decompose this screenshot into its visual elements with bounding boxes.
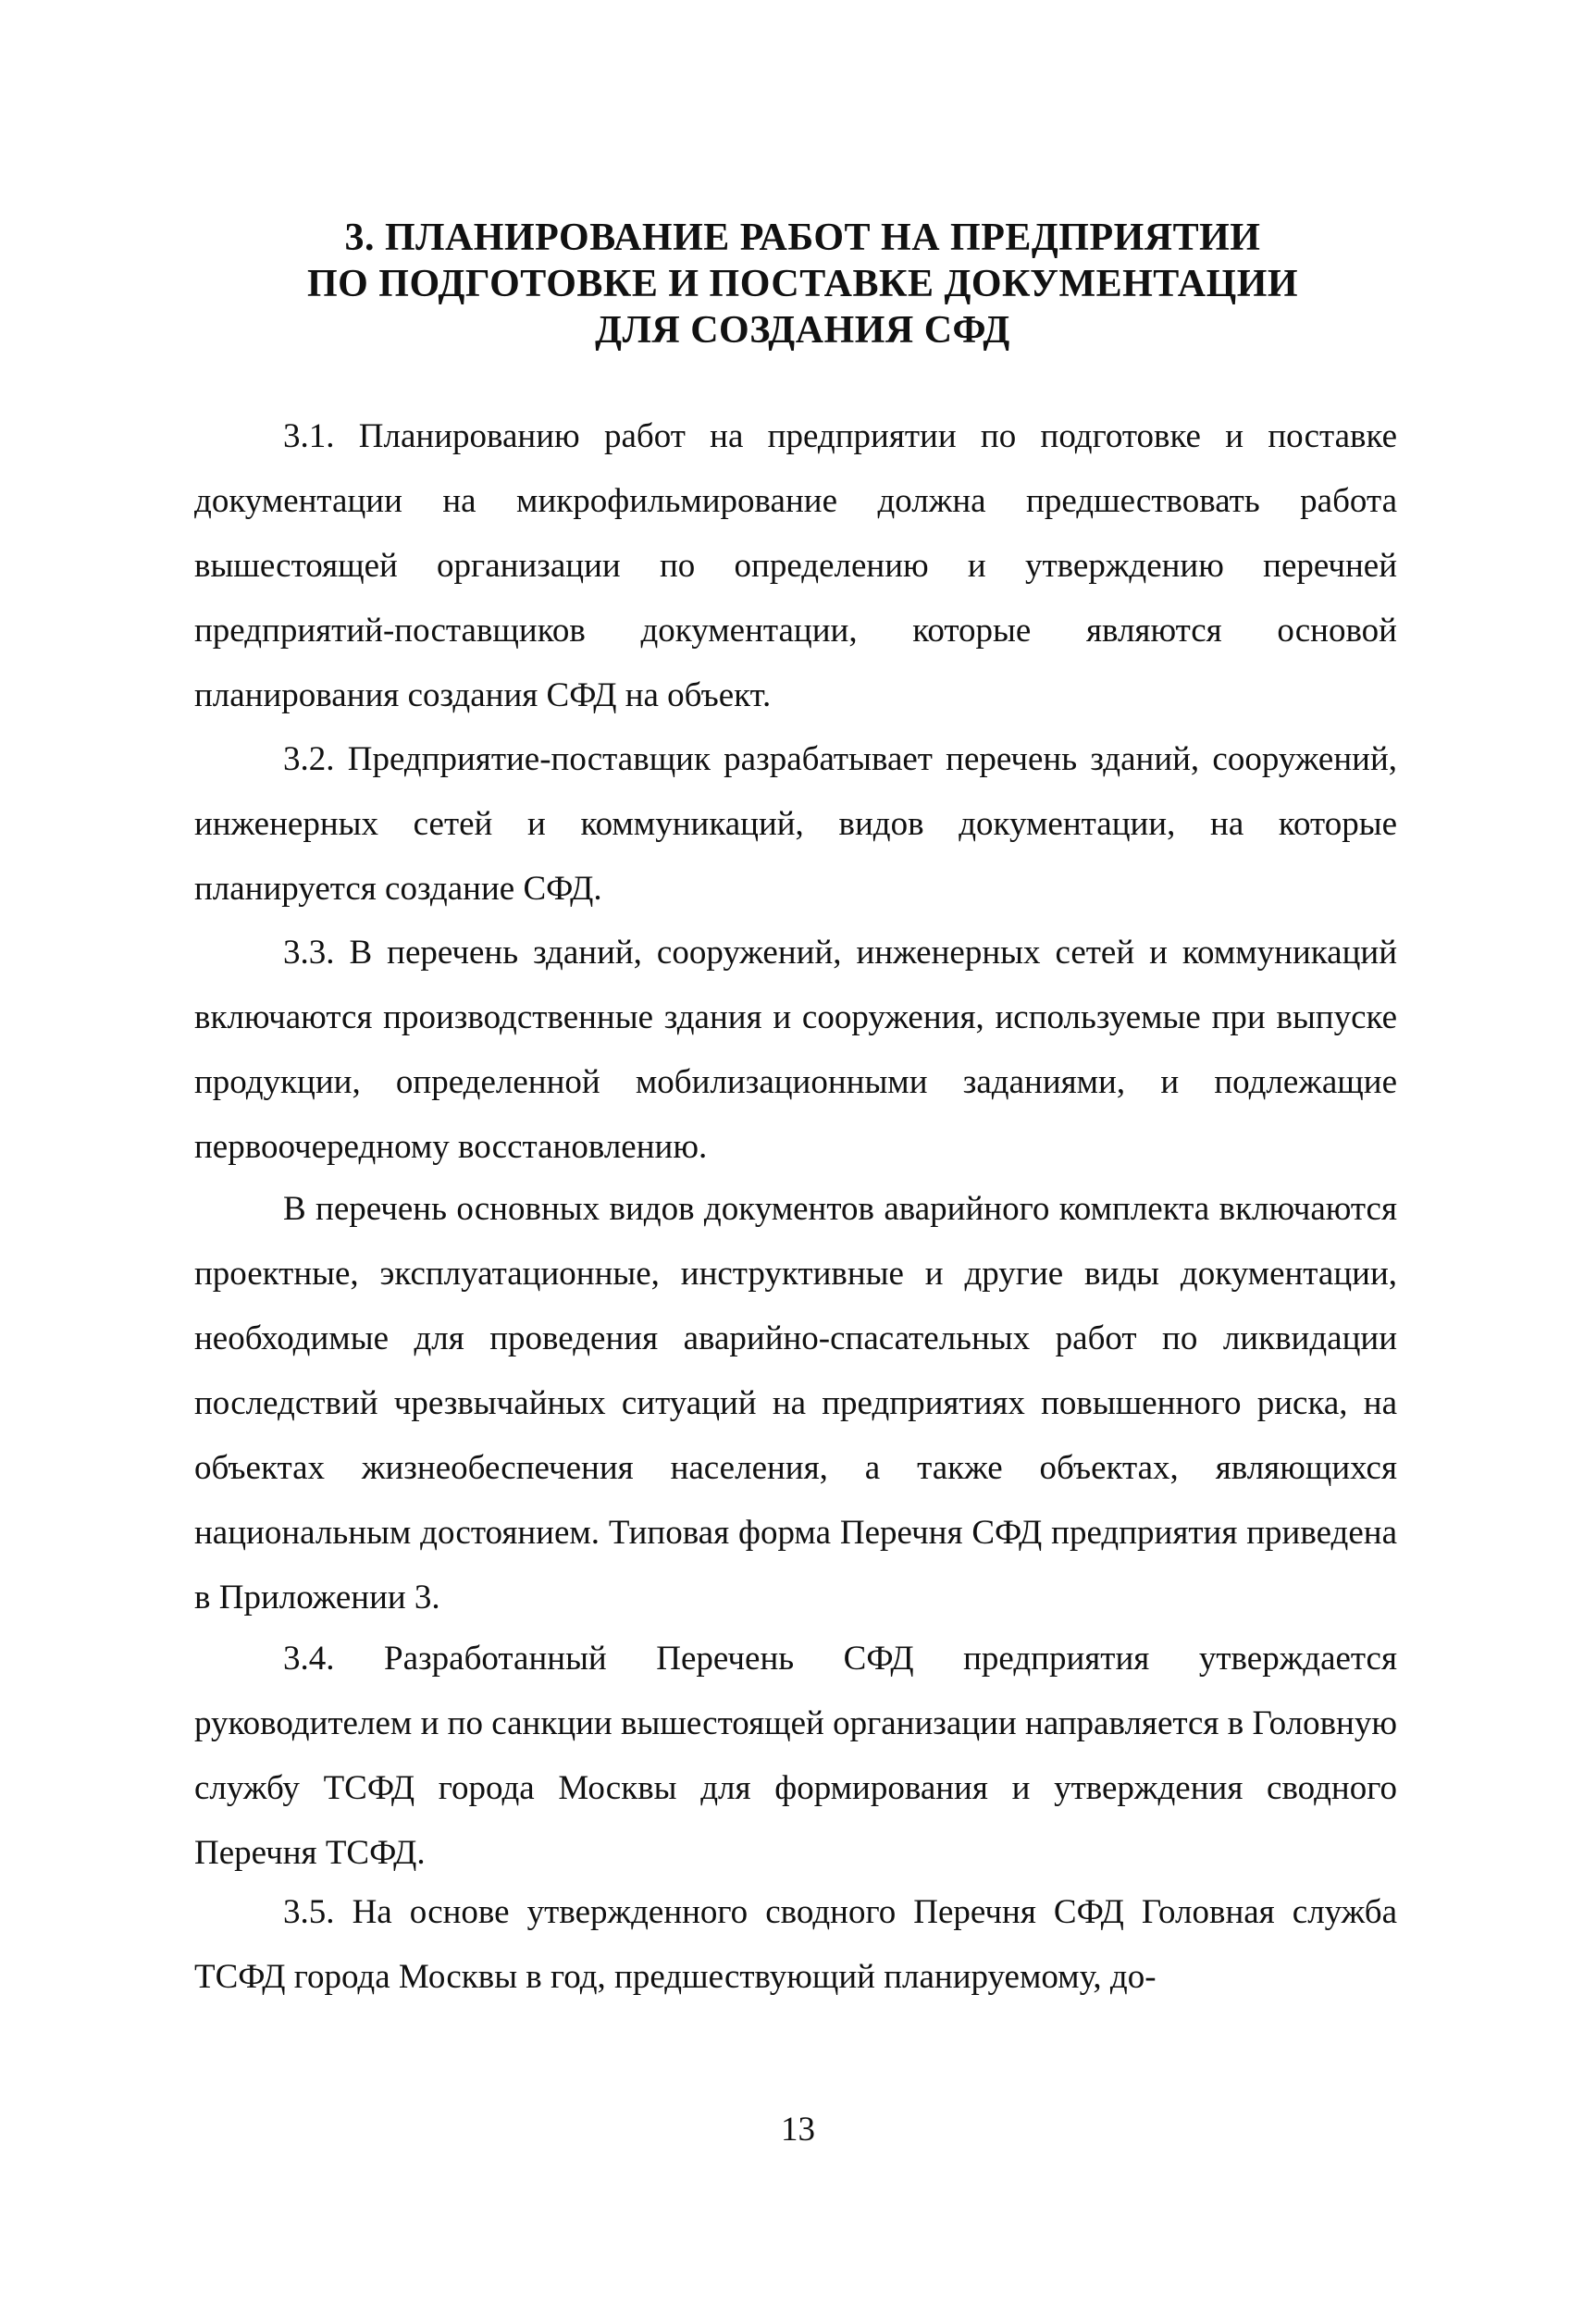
section-heading [185, 215, 1420, 353]
page-number: 13 [781, 2111, 815, 2149]
paragraph-3-2: 3.2. Предприятие-поставщик разрабатывает перечень зданий, сооружений, инженерных сетей и коммуникаций, видов документации, на которые планируется создание СФД. [194, 740, 1397, 908]
paragraph-3-3: 3.3. В перечень зданий, сооружений, инженерных сетей и коммуникаций включаются производственные здания и сооружения, используемые при выпуске продукции, определенной мобилизационными заданиями, и подлежащие первоочередному восстановлению. [194, 934, 1397, 1166]
paragraph-3-3-continuation: В перечень основных видов документов аварийного комплекта включаются проектные, эксплуатационные, инструктивные и другие виды документации, необходимые для проведения аварийно-спасательных работ по ликвидации последствий чрезвычайных ситуаций на предприятиях повышенного риска, на объектах жизнеобеспечения населения, а также объектах, являющихся национальным достоянием. Типовая форма Перечня СФД предприятия приведена в Приложении 3. [194, 1190, 1397, 1617]
paragraph-block [194, 404, 1397, 728]
paragraph-block [194, 727, 1397, 922]
paragraph-3-4: 3.4. Разработанный Перечень СФД предприятия утверждается руководителем и по санкции вышестоящей организации направляется в Головную службу ТСФД города Москвы для формирования и утверждения сводного Перечня ТСФД. [194, 1640, 1397, 1872]
heading-line: ПО ПОДГОТОВКЕ И ПОСТАВКЕ ДОКУМЕНТАЦИИ [306, 263, 1299, 305]
heading-line: 3. ПЛАНИРОВАНИЕ РАБОТ НА ПРЕДПРИЯТИИ [344, 217, 1261, 259]
paragraph-3-5: 3.5. На основе утвержденного сводного Перечня СФД Головная служба ТСФД города Москвы в год, предшествующий планируемому, до- [194, 1893, 1397, 1996]
paragraph-block [194, 1627, 1397, 1886]
paragraph-block [194, 1177, 1397, 1630]
paragraph-block [194, 1880, 1397, 2010]
paragraph-block [194, 921, 1397, 1180]
paragraph-3-1: 3.1. Планированию работ на предприятии по подготовке и поставке документации на микрофильмирование должна предшествовать работа вышестоящей организации по определению и утверждению перечней предприятий-поставщиков документации, которые являются основой планирования создания СФД на объект. [194, 417, 1397, 714]
heading-line: ДЛЯ СОЗДАНИЯ СФД [595, 309, 1010, 352]
